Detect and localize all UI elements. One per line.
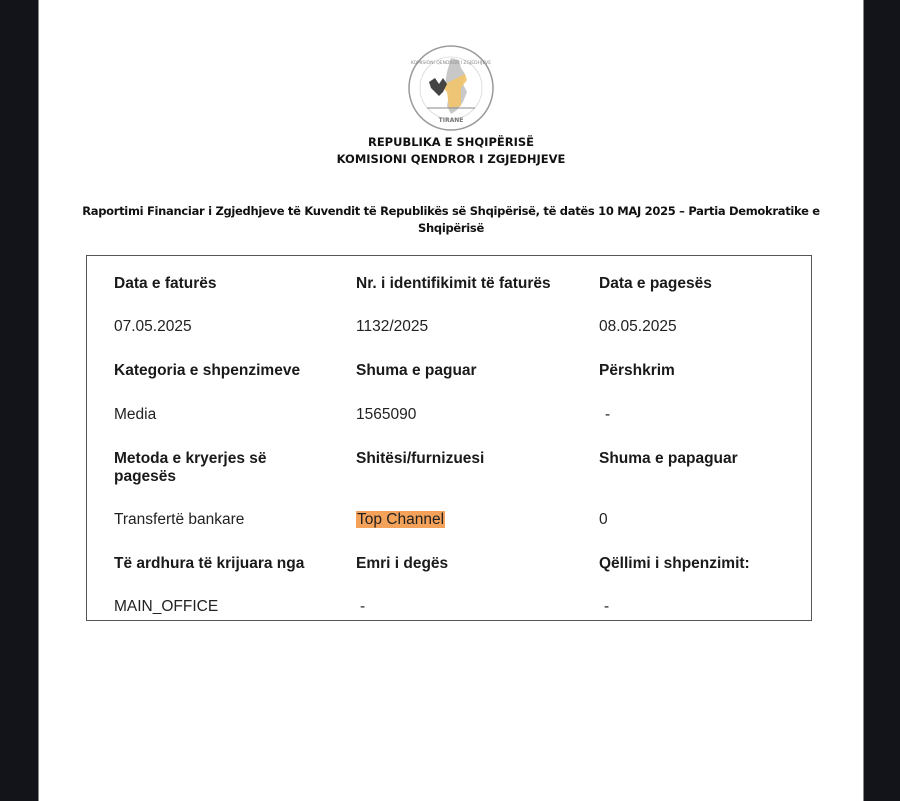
label-invoice-id: Nr. i identifikimit të faturës	[356, 275, 551, 292]
label-branch-name: Emri i degës	[356, 555, 449, 572]
value-description: -	[605, 406, 611, 423]
label-payment-method: Metoda e kryerjes së pagesës	[114, 450, 267, 485]
svg-text:KOMISIONI QENDROR I ZGJEDHJEVE: KOMISIONI QENDROR I ZGJEDHJEVE	[410, 61, 492, 66]
label-revenue-source: Të ardhura të krijuara nga	[114, 555, 305, 572]
label-invoice-date: Data e faturës	[114, 275, 217, 292]
country-name: REPUBLIKA E SHQIPËRISË	[367, 135, 535, 149]
value-payment-method: Transfertë bankare	[114, 511, 245, 528]
kqz-emblem-icon	[407, 44, 495, 132]
value-invoice-date: 07.05.2025	[114, 318, 192, 335]
institution-name: KOMISIONI QENDROR I ZGJEDHJEVE	[336, 152, 566, 166]
invoice-details-box	[86, 255, 812, 621]
value-expense-purpose: -	[604, 598, 610, 615]
label-amount-paid: Shuma e paguar	[356, 362, 477, 379]
value-vendor	[356, 511, 586, 529]
value-amount-paid: 1565090	[356, 406, 417, 423]
value-invoice-id: 1132/2025	[356, 318, 429, 335]
vendor-highlight: Top Channel	[357, 511, 445, 528]
document-page	[38, 0, 864, 801]
label-description: Përshkrim	[599, 362, 675, 379]
value-revenue-source: MAIN_OFFICE	[114, 598, 219, 615]
label-expense-category: Kategoria e shpenzimeve	[114, 362, 301, 379]
label-expense-purpose: Qëllimi i shpenzimit:	[599, 555, 750, 572]
value-unpaid-amount: 0	[599, 511, 608, 528]
report-title: Raportimi Financiar i Zgjedhjeve të Kuvendit të Republikës së Shqipërisë, të datës 10 MAJ 2025 – Partia Demokratike e Shqipërisë	[82, 204, 820, 235]
svg-text:TIRANE: TIRANE	[438, 117, 464, 124]
value-expense-category: Media	[114, 406, 157, 423]
value-branch-name: -	[360, 598, 366, 615]
label-payment-date: Data e pagesës	[599, 275, 712, 292]
label-vendor: Shitësi/furnizuesi	[356, 450, 485, 467]
label-unpaid-amount: Shuma e papaguar	[599, 450, 738, 467]
value-payment-date: 08.05.2025	[599, 318, 677, 335]
